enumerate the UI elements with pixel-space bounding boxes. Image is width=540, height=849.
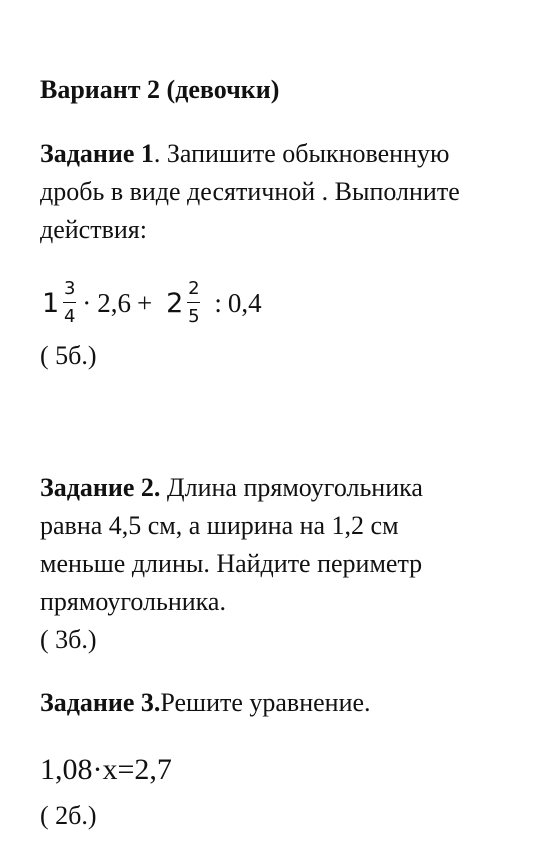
multiply-operator: · [82, 287, 92, 318]
task1-text-line3: действия: [40, 215, 147, 244]
mixed2-denominator: 5 [188, 306, 200, 327]
mixed2-fraction [187, 279, 200, 327]
plus-operator: + [136, 287, 153, 318]
task3-line1 [40, 683, 371, 723]
task2-label: Задание 2. [40, 473, 161, 502]
task3-points: ( 2б.) [40, 801, 97, 830]
mixed1-fraction [63, 279, 76, 327]
task2-text-line1: Длина прямоугольника [160, 473, 423, 502]
mixed1-denominator: 4 [63, 306, 76, 327]
task2-text-line3: меньше длины. Найдите периметр [40, 549, 423, 578]
divide-operator: : [214, 287, 222, 318]
task2-text-line4: прямоугольника. [40, 587, 226, 616]
fraction-bar [63, 302, 76, 303]
task1-label: Задание 1 [40, 139, 154, 168]
task1-line1 [40, 134, 449, 174]
task1-expression [42, 268, 262, 338]
divisor-value: 0,4 [227, 287, 262, 318]
task2-line1 [40, 468, 423, 508]
multiplier-value: 2,6 [97, 287, 131, 318]
mixed1-whole: 1 [42, 287, 60, 319]
task3-text: Решите уравнение. [160, 688, 371, 717]
task3-label: Задание 3. [40, 688, 161, 717]
task2-points: ( 3б.) [40, 625, 97, 654]
variant-title: Вариант 2 (девочки) [40, 75, 280, 104]
fraction-bar [187, 302, 200, 303]
mixed2-whole: 2 [166, 287, 184, 319]
task1-points: ( 5б.) [40, 341, 97, 370]
task1-text-line1: . Запишите обыкновенную [153, 139, 450, 168]
task1-text-line2: дробь в виде десятичной . Выполните [40, 177, 460, 206]
mixed1-numerator: 3 [63, 278, 76, 299]
mixed2-numerator: 2 [188, 278, 200, 299]
task3-equation: 1,08·x=2,7 [40, 753, 172, 786]
task2-text-line2: равна 4,5 см, а ширина на 1,2 см [40, 511, 399, 540]
